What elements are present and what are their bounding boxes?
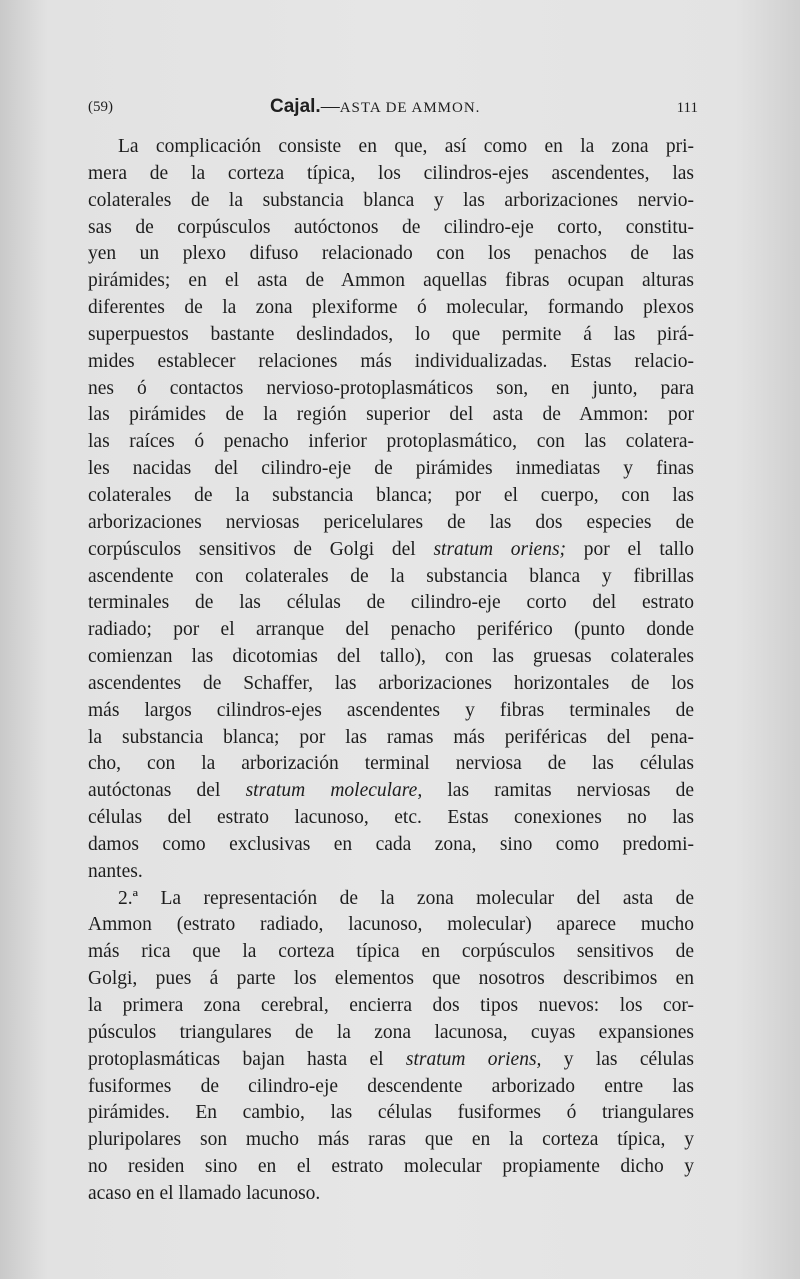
running-header <box>88 95 708 121</box>
text-line: nantes. <box>88 860 143 882</box>
text-line <box>88 778 694 805</box>
text-line: sas de corpúsculos autóctonos de cilindro-eje corto, constitu- <box>88 216 694 238</box>
latin-term: stratum oriens; <box>433 538 567 560</box>
text-line: células del estrato lacunoso, etc. Estas conexiones no las <box>88 807 694 829</box>
text-run: por el tallo <box>566 538 695 560</box>
text-line: terminales de las células de cilindro-eje corto del estrato <box>88 592 694 614</box>
text-line: la substancia blanca; por las ramas más periféricas del pena- <box>88 726 694 748</box>
text-line <box>88 537 694 564</box>
text-line: más largos cilindros-ejes ascendentes y fibras terminales de <box>88 699 694 721</box>
latin-term: stratum oriens, <box>405 1048 542 1070</box>
text-line: damos como exclusivas en cada zona, sino como predomi- <box>88 833 694 855</box>
section-title: ASTA DE AMMON. <box>339 100 481 116</box>
text-line: la primera zona cerebral, encierra dos tipos nuevos: los cor- <box>88 995 694 1016</box>
text-line: Ammon (estrato radiado, lacunoso, molecular) aparece mucho <box>88 914 694 936</box>
text-line: les nacidas del cilindro-eje de pirámides inmediatas y finas <box>88 458 694 480</box>
text-line: pirámides; en el asta de Ammon aquellas fibras ocupan alturas <box>88 270 694 292</box>
text-line: yen un plexo difuso relacionado con los penachos de las <box>88 243 694 265</box>
text-run: las ramitas nerviosas de <box>422 780 694 802</box>
text-run: y las células <box>541 1048 694 1070</box>
text-line: no residen sino en el estrato molecular propiamente dicho y <box>88 1156 694 1178</box>
text-line: ascendente con colaterales de la substancia blanca y fibrillas <box>88 565 694 587</box>
running-title <box>270 95 480 118</box>
title-dash: — <box>320 96 340 117</box>
text-line: diferentes de la zona plexiforme ó molecular, formando plexos <box>88 297 694 319</box>
text-run: protoplasmáticas bajan hasta el <box>88 1048 406 1070</box>
text-line: mera de la corteza típica, los cilindros-ejes ascendentes, las <box>88 162 694 184</box>
latin-term: stratum moleculare, <box>245 780 423 802</box>
text-line: nes ó contactos nervioso-protoplasmáticos son, en junto, para <box>88 377 694 399</box>
text-run: autóctonas del <box>88 780 246 802</box>
text-line: superpuestos bastante deslindados, lo que permite á las pirá- <box>88 323 694 345</box>
text-line <box>88 1047 694 1074</box>
text-line: comienzan las dicotomias del tallo), con las gruesas colaterales <box>88 646 694 668</box>
original-page-reference: (59) <box>88 99 113 115</box>
text-line: más rica que la corteza típica en corpúsculos sensitivos de <box>88 941 694 963</box>
text-line: La complicación consiste en que, así como en la zona pri- <box>118 136 694 157</box>
text-line: pluripolares son mucho más raras que en la corteza típica, y <box>88 1129 694 1151</box>
body-text <box>88 134 694 1208</box>
text-line: 2.ª La representación de la zona molecular del asta de <box>118 887 694 909</box>
text-run: corpúsculos sensitivos de Golgi del <box>88 538 434 560</box>
text-line: acaso en el llamado lacunoso. <box>88 1182 321 1204</box>
text-line: cho, con la arborización terminal nerviosa de las células <box>88 753 694 775</box>
text-line: colaterales de la substancia blanca y las arborizaciones nervio- <box>88 189 694 211</box>
text-line: radiado; por el arranque del penacho periférico (punto donde <box>88 619 694 641</box>
text-line: las pirámides de la región superior del asta de Ammon: por <box>88 404 694 426</box>
text-line: mides establecer relaciones más individualizadas. Estas relacio- <box>88 350 694 372</box>
text-line: colaterales de la substancia blanca; por el cuerpo, con las <box>88 484 694 506</box>
text-line: arborizaciones nerviosas pericelulares de las dos especies de <box>88 511 694 533</box>
text-line: ascendentes de Schaffer, las arborizaciones horizontales de los <box>88 672 694 694</box>
text-line: fusiformes de cilindro-eje descendente arborizado entre las <box>88 1075 694 1097</box>
page-number: 111 <box>676 100 698 116</box>
author-name: Cajal. <box>270 96 321 117</box>
text-line: Golgi, pues á parte los elementos que nosotros describimos en <box>88 968 694 990</box>
text-line: las raíces ó penacho inferior protoplasmático, con las colatera- <box>88 431 694 453</box>
text-line: púsculos triangulares de la zona lacunosa, cuyas expansiones <box>88 1021 694 1043</box>
text-line: pirámides. En cambio, las células fusiformes ó triangulares <box>88 1102 694 1124</box>
